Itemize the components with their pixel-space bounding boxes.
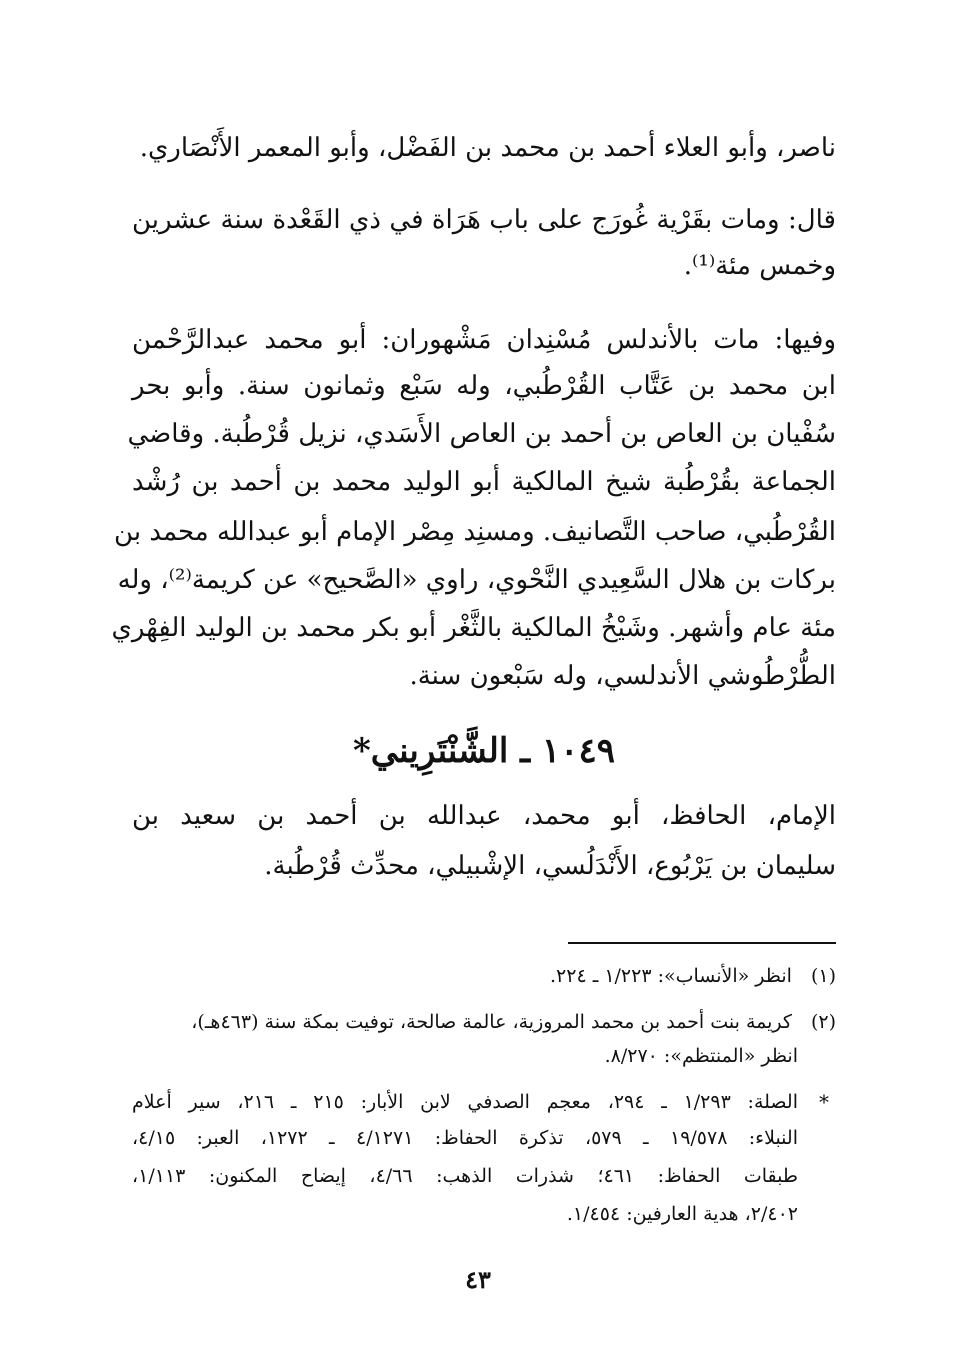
body-line: قال: ومات بقَرْية غُورَج على باب هَرَاة في ذي القَعْدة سنة عشرين [132, 205, 836, 235]
body-line: القُرْطُبي، صاحب التَّصانيف. ومسنِد مِصْر الإمام أبو عبدالله محمد بن [114, 517, 836, 547]
sources-line: الصلة: ١/٢٩٣ ـ ٢٩٤، معجم الصدفي لابن الأبار: ٢١٥ ـ ٢١٦، سير أعلام [132, 1091, 798, 1113]
sources-line: النبلاء: ١٩/٥٧٨ ـ ٥٧٩، تذكرة الحفاظ: ٤/١٢٧١ ـ ١٢٧٢، العبر: ٤/١٥، [132, 1127, 798, 1149]
body-line: وفيها: مات بالأندلس مُسْنِدان مَشْهوران: أبو محمد عبدالرَّحْمن [132, 325, 836, 355]
footnote-number: (٢) [810, 1011, 836, 1033]
body-line: بركات بن هلال السَّعِيدي النَّحْوي، راوي «الصَّحيح» عن كريمة⁽²⁾، وله [117, 565, 836, 595]
footnote-2 [132, 1006, 836, 1038]
sources-line: ٢/٤٠٢، هدية العارفين: ١/٤٥٤. [566, 1203, 798, 1225]
sources-line: طبقات الحفاظ: ٤٦١؛ شذرات الذهب: ٤/٦٦، إيضاح المكنون: ١/١١٣، [132, 1165, 798, 1187]
body-line: وخمس مئة⁽¹⁾. [683, 251, 836, 281]
body-line: الإمام، الحافظ، أبو محمد، عبدالله بن أحمد بن سعيد بن [132, 801, 836, 831]
body-line: سليمان بن يَرْبُوع، الأَنْدَلُسي، الإشْبيلي، محدِّث قُرْطُبة. [264, 851, 836, 881]
body-line: ابن محمد بن عَتَّاب القُرْطُبي، وله سَبْع وثمانون سنة. وأبو بحر [132, 371, 836, 401]
footnote-number: (١) [810, 965, 836, 987]
asterisk-mark: * [819, 1090, 829, 1114]
entry-heading: ١٠٤٩ ـ الشَّنْتَرِيني* [353, 731, 615, 771]
body-line: سُفْيان بن العاص بن أحمد بن العاص الأَسَدي، نزيل قُرْطُبة. وقاضي [127, 419, 836, 449]
footnote-text: انظر «الأنساب»: ١/٢٢٣ ـ ٢٢٤. [549, 965, 792, 987]
footnote-rule [568, 942, 836, 944]
body-line: ناصر، وأبو العلاء أحمد بن محمد بن الفَضْل، وأبو المعمر الأَنْصَاري. [139, 133, 836, 163]
page-number: ٤٣ [465, 1265, 491, 1294]
footnote-text: كريمة بنت أحمد بن محمد المروزية، عالمة صالحة، توفيت بمكة سنة (٤٦٣هـ)، [191, 1011, 792, 1033]
footnote-continuation: انظر «المنتظم»: ٨/٢٧٠. [604, 1045, 798, 1067]
body-line: الجماعة بقُرْطُبة شيخ المالكية أبو الوليد محمد بن أحمد بن رُشْد [132, 467, 836, 497]
body-line: مئة عام وأشهر. وشَيْخُ المالكية بالثَّغْر أبو بكر محمد بن الوليد الفِهْري [111, 613, 836, 643]
footnote-1 [132, 960, 836, 992]
body-line: الطُّرْطُوشي الأندلسي، وله سَبْعون سنة. [409, 661, 836, 691]
